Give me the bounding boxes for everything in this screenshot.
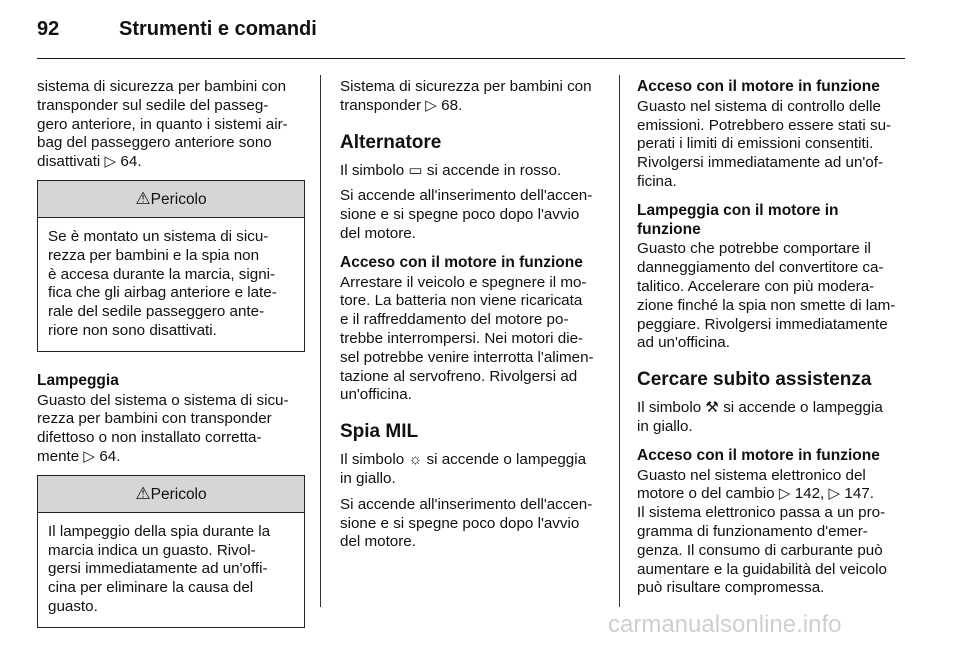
assistenza-paragraph: Il simbolo ⚒ si accende o lampeggia in giallo. [637,399,883,435]
column-divider [619,75,620,607]
warning-title: Pericolo [150,485,207,503]
warning-header [38,476,304,513]
section-heading-spia-mil: Spia MIL [340,421,419,443]
warning-text: Se è montato un sistema di sicu- rezza per bambini e la spia non è accesa durante la marcia, signi- fica che gli airbag anteriore e late- rale del sedile passeggero ante- riore non sono disattivati. [48,227,277,339]
mil-paragraph-2: Si accende all'inserimento dell'accen- sione e si spegne poco dopo l'avvio del motore. [340,495,593,551]
watermark: carmanualsonline.info [608,611,842,638]
column-2 [340,78,608,559]
mil-paragraph-1: Il simbolo ☼ si accende o lampeggia in giallo. [340,451,587,487]
page-header [37,18,905,59]
section-heading-assistenza: Cercare subito assistenza [637,369,872,391]
section-heading-acceso: Acceso con il motore in funzione [637,78,880,95]
section-heading-alternatore: Alternatore [340,131,442,153]
warning-title: Pericolo [150,190,207,208]
section-heading-lampeggia-motore: Lampeggia con il motore in funzione [637,201,839,238]
section-heading-acceso-2: Acceso con il motore in funzione [637,446,880,464]
section-heading-lampeggia: Lampeggia [37,371,119,389]
lampeggia-paragraph: Guasto che potrebbe comportare il danneggiamento del convertitore ca- talitico. Accelerare con più modera- zione finché la spia non smette di lam- peggiare. Rivolgersi immediatamente ad un'officina. [637,240,896,352]
intro-paragraph: sistema di sicurezza per bambini con transponder sul sedile del passeg- gero anteriore, in quanto i sistemi air- bag del passeggero anteriore sono disattivati ▷ 64. [37,78,288,171]
lampeggia-paragraph: Guasto del sistema o sistema di sicu- rezza per bambini con transponder difettoso o non installato corretta- mente ▷ 64. [37,391,289,465]
warning-box [37,180,305,352]
acceso-paragraph: Guasto nel sistema di controllo delle emissioni. Potrebbero essere stati su- perati i limiti di emissioni consentiti. Rivolgersi immediatamente ad un'of- ficina. [637,97,892,190]
page-number: 92 [37,18,60,40]
intro-paragraph: Sistema di sicurezza per bambini con transponder ▷ 68. [340,78,592,114]
warning-box [37,475,305,628]
column-divider [320,75,321,607]
warning-triangle-icon: ⚠ [135,483,151,503]
alternatore-paragraph-2: Si accende all'inserimento dell'accen- sione e si spegne poco dopo l'avvio del motore. [340,187,593,242]
warning-triangle-icon: ⚠ [135,188,151,208]
acceso-2-paragraph: Guasto nel sistema elettronico del motore o del cambio ▷ 142, ▷ 147. Il sistema elettronico passa a un pro- gramma di funzionamento d'emer- genza. Il consumo di carburante può aumentare e la guidabilità del veicolo può risultare compromessa. [637,466,887,597]
acceso-paragraph: Arrestare il veicolo e spegnere il mo- tore. La batteria non viene ricaricata e il raffreddamento del motore po- trebbe interrompersi. Nei motori die- sel potrebbe venire interrotta l'alimen- tazione al servofreno. Rivolgersi ad un'officina. [340,273,594,404]
section-heading-acceso: Acceso con il motore in funzione [340,253,583,271]
alternatore-paragraph-1: Il simbolo ▭ si accende in rosso. [340,161,562,179]
warning-text: Il lampeggio della spia durante la marcia indica un guasto. Rivol- gersi immediatamente ad un'offi- cina per eliminare la causa del guasto. [48,522,271,615]
warning-header [38,181,304,218]
page-title: Strumenti e comandi [119,18,317,40]
column-3 [637,78,905,605]
column-1 [37,78,305,648]
